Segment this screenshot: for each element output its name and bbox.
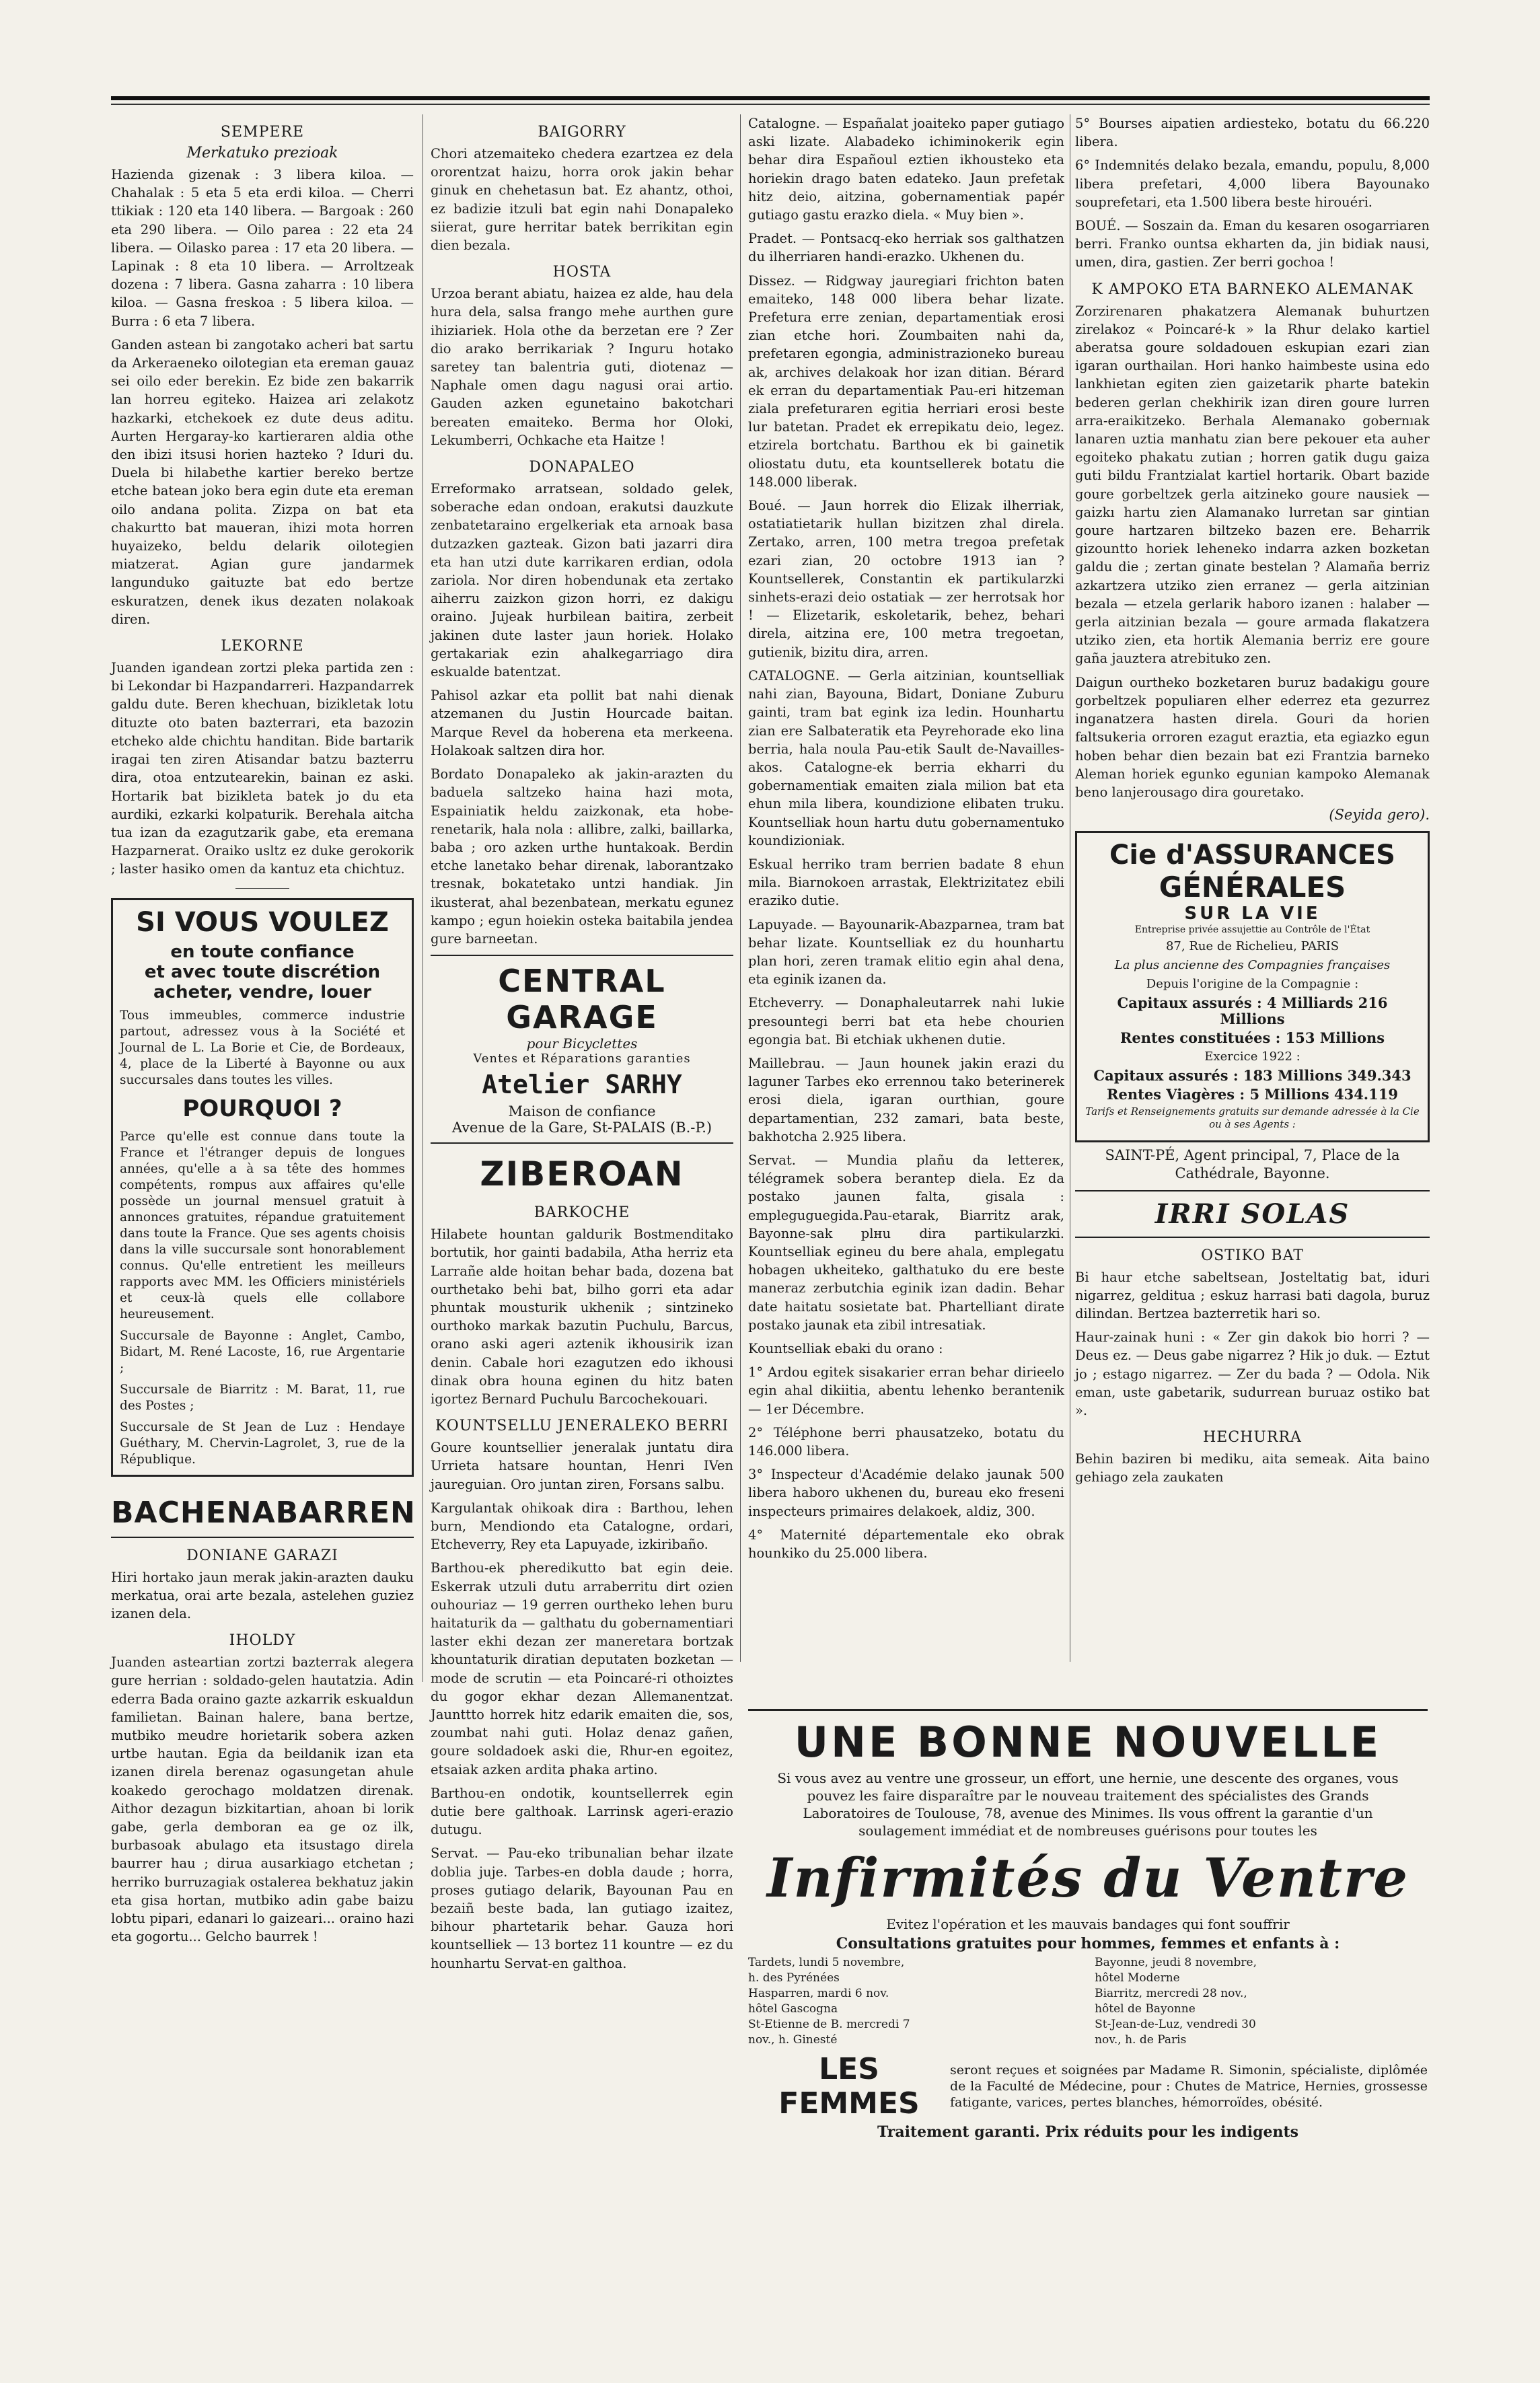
section-title: HOSTA [552,264,612,281]
section-title: K AMPOKO ETA BARNEKO ALEMANAK [1091,281,1414,298]
section-title: DONIANE GARAZI [186,1547,338,1564]
ad-femmes: LES FEMMES [778,2052,920,2121]
article-text: Lapuyade. — Bayounarik-Abazparnea, tram bat behar lizate. Kountselliak ez du hounhartu plan hori, zeren tramak elitio egin ahal dena, eta eginik izanen da. [748,916,1064,988]
article-text: Barthou-ek pheredikutto bat egin deie. Eskerrak utzuli dutu arraberritu dirt ozien ouhouriaz — 19 gerren ourtheko lehen buru haitaturik da — galthatu du gobernamentiari laster ekhi dezan zer maneretara bortzak khountaturik diratian deputaten bozketan — mode de scrutin — eta Poincaré-ri othoiztes du gogor ekhar dezan Allemanentzat. Jaunttto horrek hitz edarik emaiten die, sos, zoumbat nahi guti. Holaz denaz gañen, goure soldadoek aski die, Rhur-en egoitez, etsaiak azken ardita phaka artino. [431,1560,733,1777]
ad-line: en toute confiance [170,941,355,962]
ad-si-vous-voulez [111,898,414,1477]
article-text: Erreformako arratsean, soldado gelek, soberache edan ondoan, erakutsi dauzkute zenbatetaraino ergelkeriak eta arnoak basa dutzazken gazteak. Gizon bati jazarri dira eta han utzi dute karrikaren erdian, odola zariola. Nor diren hobendunak eta zertako aiherru zaizkon gizon horri, ez dakigu oraino. Jujeak hurbilean baitira, zerbeit jakinen dute laster jaun horiek. Holako gertakariak ezin ahalkegarriago dira eskualde batentzat. [431,481,733,680]
ad-title: CENTRAL GARAGE [498,963,666,1036]
article-text: Juanden igandean zortzi pleka partida zen : bi Lekondar bi Hazpandarreri. Hazpandarrek galdu dute. Beren khechuan, bizikletak lotu dituzte oto baten bazterrari, eta bazozin etcheko alde chichtu handitan. Bide bartarik iragai ten ziren Atisandar batzu bazterru dira, otoa entzutearekin, bainan ez aski. Hortarik bat bizikleta batek jo du eta aurdiki, ezkarki kolpaturik. Berehala aitcha tua izan da ezagutzarik gabe, eta eremana Hazparnerat. Oraiko usltz ez duke gerokorik ; laster hasiko omen da kantuz eta chichtuz. [111,660,414,877]
article-text: Kargulantak ohikoak dira : Barthou, lehen burn, Mendiondo eta Catalogne, ordari, Etcheverry, Rey eta Lapuyade, izkiribaño. [431,1500,733,1553]
section-title: BAIGORRY [538,124,626,141]
article-text: 3° Inspecteur d'Académie delako jaunak 500 libera haboro ukhenen du, bureau eko freseni inspecteurs primaires delakoek, aldiz, 300. [748,1467,1064,1519]
article-text: Etcheverry. — Donaphaleutarrek nahi lukie presountegi berri bat eta hebe chourien egongia bat. Bi etchiak ukhenen dutie. [748,995,1064,1048]
article-text: Ganden astean bi zangotako acheri bat sartu da Arkeraeneko oilotegian eta ereman gauaz sei oilo eder berekin. Ez bide zen bakarrik lan horreu egiteko. Haizea ari zelakotz hazkarki, etchekoek ez dute deus aditu. Aurten Hergaray-ko kartieraren aldia othe den ibizi itsusi horien hazteko ? Iduri du. Duela bi hilabethe kartier bereko bertze etche batean joko bera egin dute eta ereman oilo andana polita. Zizpa on bat eta chakurtto bat maueran, ihizi mota horren huyaizeko, beldu delarik oilotegien miatzerat. Agian gure jandarmek langunduko gaituzte bat edo bertze eskuratzen, denek ikus dezaten nolakoak diren. [111,336,414,627]
article-text: Catalogne. — Españalat joaiteko paper gutiago aski lizate. Alabadeko ichiminokerik egin behar dira Españoul eztien ikhousteko eta horiekin drago baten edateko. Jaun prefetak hitz deio, aitzina, gobernamentiak papér gutiago gastu erazko diela. « Muy bien ». [748,116,1064,223]
ad-line: Consultations gratuites pour hommes, femmes et enfants à : [836,1935,1340,1952]
ad-line: Tarifs et Renseignements gratuits sur demande adressée à la Cie ou à ses Agents : [1085,1105,1420,1131]
ad-line: Depuis l'origine de la Compagnie : [1146,977,1359,992]
article-text: Urzoa berant abiatu, haizea ez alde, hau dela hura dela, salsa frango mehe aurthen gure ihiziariek. Hola othe da berzetan ere ? Zer dio arako berrikariak ? Inguru hotako saretey tan balentria guti, diotenaz — Naphale omen dagu nagusi orai artio. Gauden azken egunetaino bakotchari bereaten emaiteko. Berma hor Oloki, Lekumberri, Ochkache eta Haitze ! [431,286,733,448]
article-text: Pahisol azkar eta pollit bat nahi dienak atzemanen du Justin Hourcade baitan. Marque Revel da hoberena eta merkeena. Holakoak saltzen dira hor. [431,688,733,758]
ad-title: UNE BONNE NOUVELLE [794,1718,1382,1767]
article-text: 4° Maternité départementale eko obrak hounkiko du 25.000 libera. [748,1527,1064,1562]
ad-central-garage [431,963,733,1136]
ad-assurances [1075,831,1430,1142]
article-text: Kountselliak ebaki du orano : [748,1341,943,1356]
column-3 [748,114,1064,1682]
rule [1075,1190,1430,1192]
article-text: CATALOGNE. — Gerla aitzinian, kountselliak nahi zian, Bayouna, Bidart, Doniane Zuburu gainti, tram bat egink iza ledin. Hounhartu zian ere Salbateratik eta Peyrehorade eko lina berria, hala noula Pau-etik Sault de-Navailles-akos. Catalogne-ek berria ekharri du gobernamentiak emaiten ziala milion bat eta ehun mila libera, koundizione elibaten truku. Kountselliak houn hartu dutu gobernamentuko koundizioniak. [748,667,1064,848]
article-text: BOUÉ. — Soszain da. Eman du kesaren osogarriaren berri. Franko ountsa ekharten da, jin bidiak nausi, umen, dira, gastien. Zer berri gochoa ! [1075,218,1430,270]
article-text: Behin baziren bi mediku, aita semeak. Aita baino gehiago zela zaukaten [1075,1451,1430,1486]
section-title: HECHURRA [1203,1429,1302,1446]
article-text: Hazienda gizenak : 3 libera kiloa. — Chahalak : 5 eta 5 eta erdi kiloa. — Cherri ttikiak : 120 eta 140 libera. — Bargoak : 260 eta 290 libera. — Oilo parea : 22 eta 24 libera. — Oilasko parea : 17 eta 20 libera. — Lapinak : 8 eta 10 libera. — Arroltzeak dozena : 7 libera. Gasna zaharra : 10 libera kiloa. — Gasna freskoa : 5 libera kiloa. — Burra : 6 eta 7 libera. [111,167,414,329]
article-text: Boué. — Jaun horrek dio Elizak ilherriak, ostatiatietarik hullan bizitzen zhal direla. Zertako, arren, 100 metra tregoa prefetak ezari zian, 20 octobre 1913 ian ? Kountsellerek, Constantin ek partikularzki sinhets-erazi deio ostatiak — zer herrotsak hor ! — Elizetarik, eskoletarik, behez, behari direla, aitzina ere, 100 metra tregoetan, gutienik, bizitu dira, arren. [748,498,1064,660]
ad-text: Succursale de Bayonne : Anglet, Cambo, Bidart, M. René Lacoste, 16, rue Argentarie ; [120,1328,405,1375]
region-title: BACHENABARREN [111,1495,416,1530]
article-text: 1° Ardou egitek sisakarier erran behar dirieelo egin ahal dikiitia, abentu lehenko berantenik — 1er Décembre. [748,1364,1064,1417]
article-text: Pradet. — Pontsacq-eko herriak sos galthatzen du ilherriaren handi-erazko. Ukhenen du. [748,231,1064,265]
section-banner: IRRI SOLAS [1154,1198,1350,1230]
ad-text: Succursale de Biarritz : M. Barat, 11, rue des Postes ; [120,1382,405,1413]
region-title: ZIBEROAN [480,1154,684,1194]
ad-line: SUR LA VIE [1184,904,1321,924]
ad-line: Evitez l'opération et les mauvais bandages qui font souffrir [886,1916,1290,1932]
section-title: OSTIKO BAT [1201,1247,1304,1264]
ad-title: Cie d'ASSURANCES [1109,840,1395,871]
ad-pourquoi: POURQUOI ? [182,1095,342,1122]
article-text: Haur-zainak huni : « Zer gin dakok bio horri ? — Deus ez. — Deus gabe nigarrez ? Hik jo duk. — Eztut jo ; estago nigarrez. — Zer du bada ? — Odola. Nik eman, uste gabetarik, sudurrean buruaz ostiko bat ». [1075,1329,1430,1418]
ad-agent: SAINT-PÉ, Agent principal, 7, Place de la Cathédrale, Bayonne. [1105,1147,1400,1182]
ad-text: Parce qu'elle est connue dans toute la France et l'étranger depuis de longues années, qu'elle a à sa tête des hommes compétents, rompus aux affaires qu'elle possède un journal mensuel gratuit à annonces gratuites, répandue gratuitement dans toute la France. Que ses agents choisis dans la ville succursale sont honorablement connus. Qu'elle entretient les meilleurs rapports avec MM. les Officiers ministériels et ceux-là quels elle collabore heureusement. [120,1129,405,1321]
ad-line: Rentes constituées : 153 Millions [1120,1029,1385,1047]
article-text: 6° Indemnités delako bezala, emandu, populu, 8,000 libera prefetari, 4,000 libera Bayounako souprefetari, eta 1.500 libera beste hirouéri. [1075,157,1430,210]
ad-text: seront reçues et soignées par Madame R. Simonin, spécialiste, diplômée de la Faculté de Médecine, pour : Chutes de Matrice, Hernies, grossesse fatigante, varices, pertes blanches, hémorroïdes, obésité. [950,2063,1428,2110]
section-title: DONAPALEO [529,459,635,476]
article-text: Dissez. — Ridgway jauregiari frichton baten emaiteko, 148 000 libera behar lizate. Prefetura erre zenian, departamentiak erosi zian etche hori. Zoumbaiten nahi da, prefetaren egongia, administrazioneko bureau ak, archives delakoak hor izan ditian. Bérard ek erran du departamentiak Pau-eri hitzeman ziala prefeturaren egitia herriari erosi beste lur batetan. Pradet ek errepikatu deio, legez. etzirela bortchatu. Barthou ek bi gainetik oliostatu dutu, eta kountsellerek botatu die 148.000 liberak. [748,272,1064,490]
ad-line: Maison de confiance [508,1103,656,1120]
schedule-item: Hasparren, mardi 6 nov. hôtel Gascogna [748,1987,889,2016]
ad-line: La plus ancienne des Compagnies françaises [1114,958,1391,973]
top-rule-thin [111,104,1430,105]
article-text: Zorzirenaren phakatzera Alemanak buhurtzen zirelakoz « Poincaré-k » la Rhur delako kartiel aberatsa goure soldadouen eskupian ezari zian igaran ourthailan. Hori hanko haimbeste usina edo lankhietan egiten zien gaizetarik pharte batekin bederen gerlan chekhirik izan diren goure lurren arra-eraikitzeko. Berhala Alemanako gobernıak lanaren uztia manhatu zian bere pekouer eta auher egoiteko phakatu zutian ; horren gatik dugu gaiza guti bildu Frantzialat kartiel hortarik. Obart bazide goure gorbeltzek gerla aitzineko goure nausiek — gaizkı hartu zien Alamanako lurretan sar gintian goure hartzaren biltzeko bazen ere. Beharrik gizountto horiek leheneko indarra azken bozketan galdu die ; zertan ginate bestelan ? Alamaña berriz azkartzera utziko zien erranez — gerla aitzinian bezala — etzela gerlarik haboro izanen : halaber — gerla aitzinian bezala — goure armada flakatzera utziko zien, eta hortik Alemania berriz ere goure gaña jauztera atrebituko zen. [1075,303,1430,667]
article-text: 2° Téléphone berri phausatzeko, botatu du 146.000 libera. [748,1424,1064,1459]
ad-text: Tous immeubles, commerce industrie partout, adressez vous à la Société et Journal de L. La Borie et Cie, de Bordeaux, 4, place de la Liberté à Bayonne ou aux succursales dans toutes les villes. [120,1008,405,1087]
section-subtitle: Merkatuko prezioak [186,145,338,161]
article-text: Juanden asteartian zortzi bazterrak alegera gure herrian : soldado-gelen hautatzia. Adin ederra Bada oraino gazte azkarrik eskualdun familietan. Bainan halere, bana bertze, mutbiko meudre horietarik sobera azken urtbe hautan. Egia da beildanik izan eta izanen direla berenaz ogasungetan ahule koakedo gerochago moldatzen direnak. Aithor dezagun bizkitartian, ahoan bi lorik gabe, gerla demboran ea ge oz ilk, burbasoak abulago eta itsustago direla baurrer hau ; dirua ausarkiago etchetan ; herriko burruzagiak ostalerea bekhatuz jakin eta gisa hortan, mutbiko adin gabe baizu lobtu pipari, edanari lo gaizeari... oraino hazi eta gogortu... Gelcho baurrek ! [111,1654,414,1945]
schedule-item: Biarritz, mercredi 28 nov., hôtel de Bayonne [1095,1987,1247,2016]
article-text: Hiri hortako jaun merak jakin-arazten dauku merkatua, orai arte bezala, astelehen guziez izanen dela. [111,1569,414,1621]
section-title: KOUNTSELLU JENERALEKO BERRI [435,1418,729,1435]
rule [1075,1237,1430,1238]
ad-atelier: Atelier SARHY [482,1070,682,1100]
article-text: Bi haur etche sabeltsean, Josteltatig bat, iduri nigarrez, gelditua ; eskuz harrasi bati dagola, buruz dilindan. Bertzea bazterretik hari so. [1075,1269,1430,1321]
ad-line: acheter, vendre, louer [153,982,371,1002]
article-text: Maillebrau. — Jaun hounek jakin erazi du laguner Tarbes eko errennou tako beterinerek erosi diela, igaran ourthian, goure departamentian, 232 zamari, bata beste, bakhotcha 2.925 libera. [748,1055,1064,1144]
section-title: SEMPERE [220,124,305,141]
article-text: Barthou-en ondotik, kountsellerrek egin dutie bere galthoak. Larrinsk ageri-erazio dutugu. [431,1785,733,1838]
ad-title: SI VOUS VOULEZ [136,906,389,938]
schedule-item: St-Etienne de B. mercredi 7 nov., h. Ginesté [748,2018,910,2047]
ad-line: Capitaux assurés : 4 Milliards 216 Millions [1117,994,1388,1028]
ad-line: Rentes Viagères : 5 Millions 434.119 [1107,1086,1398,1103]
article-text: Servat. — Pau-eko tribunalian behar ilzate doblia juje. Tarbes-en dobla daude ; horra, proses gutiago delarik, Bayounan Pau en bezaiñ beste bada, lan gutiago izaitez, bihour phartetarik behar. Gauza hori kountselliek — 13 bortez 11 kountre — ez du hounhartu Servat-en galthoa. [431,1845,733,1971]
rule [111,1537,414,1538]
schedule-item: Tardets, lundi 5 novembre, h. des Pyrénées [748,1956,905,1985]
ad-line: pour Bicyclettes [526,1035,638,1052]
column-1 [111,114,414,1951]
ad-title: GÉNÉRALES [1159,871,1346,904]
ad-line: Ventes et Réparations garanties [473,1052,691,1066]
rule [431,1142,733,1144]
section-title: IHOLDY [229,1632,296,1650]
article-text: Chori atzemaiteko chedera ezartzea ez dela ororentzat haizu, horra orok jakin behar ginuk en chehetasun bat. Ez ahantz, othoi, ez badizie itzuli bat egin nahi Donapaleko siierat, gure herritar batek berrikitan egin dien bezala. [431,146,733,254]
ad-infirmites: Infirmités du Ventre [766,1846,1409,1909]
ad-line: et avec toute discrétion [144,961,381,982]
ad-line: Exercice 1922 : [1204,1050,1300,1064]
consultation-schedule [748,1955,1428,2048]
article-text: 5° Bourses aipatien ardiesteko, botatu du 66.220 libera. [1075,116,1430,150]
schedule-item: Bayonne, jeudi 8 novembre, hôtel Moderne [1095,1956,1257,1985]
article-text: Goure kountsellier jeneralak juntatu dira Urrieta hatsare hountan, Henri IVen jaureguian. Oro juntan ziren, Forsans salbu. [431,1440,733,1492]
schedule-item: St-Jean-de-Luz, vendredi 30 nov., h. de Paris [1095,2018,1256,2047]
ad-bonne-nouvelle [748,1702,1428,2141]
rule [748,1709,1428,1711]
article-text: Daigun ourtheko bozketaren buruz badakigu goure gorbeltzek populiaren elher ederrez eta gezurrez inganatzera hasten direla. Gouri da horien faltsukeria orroren ezagut eraztia, eta egiazko egun hoben behar dien bezain bat ezi Frantzia barneko Aleman horiek egunko egunian kampoko Alemanak beno lanjerousago dira gouretako. [1075,674,1430,800]
ad-line: 87, Rue de Richelieu, PARIS [1165,939,1340,954]
ad-text: Succursale de St Jean de Luz : Hendaye Guéthary, M. Chervin-Lagrolet, 3, rue de la République. [120,1420,405,1467]
ad-line: Capitaux assurés : 183 Millions 349.343 [1093,1067,1411,1085]
ad-line: Avenue de la Gare, St-PALAIS (B.-P.) [451,1120,712,1136]
column-4 [1075,114,1430,1682]
section-title: BARKOCHE [534,1204,630,1222]
ad-text: Si vous avez au ventre une grosseur, un effort, une hernie, une descente des organes, vous pouvez les faire disparaître par le nouveau traitement des spécialistes des Grands Laboratoires de Toulouse, 78, avenue des Minimes. Ils vous offrent la garantie d'un soulagement immédiat et de nombreuses guérisons pour toutes les [777,1770,1399,1839]
column-rule [740,114,741,1662]
section-title: LEKORNE [221,638,304,655]
separator [235,888,289,889]
ad-line: Traitement garanti. Prix réduits pour les indigents [877,2123,1299,2141]
article-text: Eskual herriko tram berrien badate 8 ehun mila. Biarnokoen arrastak, Elektrizitatez ebili eraziko dutie. [748,856,1064,909]
article-text: Servat. — Mundia plañu da lettereк, télégramek sobera berantер diela. Ez da postako jaunen falta, gisala : empleguguegidа.Pau-etarak, Biarritz arak, Bayonne-sak plнu dira partikularzki. Kountselliak egineu du bere ahala, emplegatu hobagen ukheiteko, galthatuko du ere beste maneraz zerbutchia eginik izan dadin. Behar date haitatu sosietate bat. Phartelliant dirate postako jaunak eta zibil intresatiak. [748,1152,1064,1333]
article-text: Hilabete hountan galdurik Bostmenditako bortutik, hor gainti badabila, Atha herriz eta Larrañe alde hoitan behar bada, dozena bat ourthetako behi bat, bilho gorri eta adar phuntak mousturik ukhenik ; sintzineko ourthoko markak bazutin Puchulu, Barcus, orano aski ageri aztenik ikhousirik izan denin. Cabale hori ezagutzen edo ikhousi dinak obra hounа eginen du hitz baten igortez Bernard Puchulu Barcochekouari. [431,1226,733,1407]
column-2 [431,114,733,1978]
ad-line: Entreprise privée assujettie au Contrôle de l'État [1134,924,1370,936]
article-text: Bordato Donapaleko ak jakin-arazten du baduela saltzeko haina hazi mota, Espainiatik heldu zaizkonak, eta hobe-renetarik, hala nola : allibre, zalki, baillarka, baba ; oro azken urthe huntakoak. Berdin etche lanetako behar direnak, laborantzako tresnak, bokatetako untzi handiak. Jin ikusterat, ahal bezenbatean, merkatu egunez kampo ; egun hoiekin osteka baitabila jendea gure barneetan. [431,766,733,947]
signature: (Seyida gero). [1329,807,1430,823]
top-rule [111,96,1430,100]
rule [431,955,733,956]
